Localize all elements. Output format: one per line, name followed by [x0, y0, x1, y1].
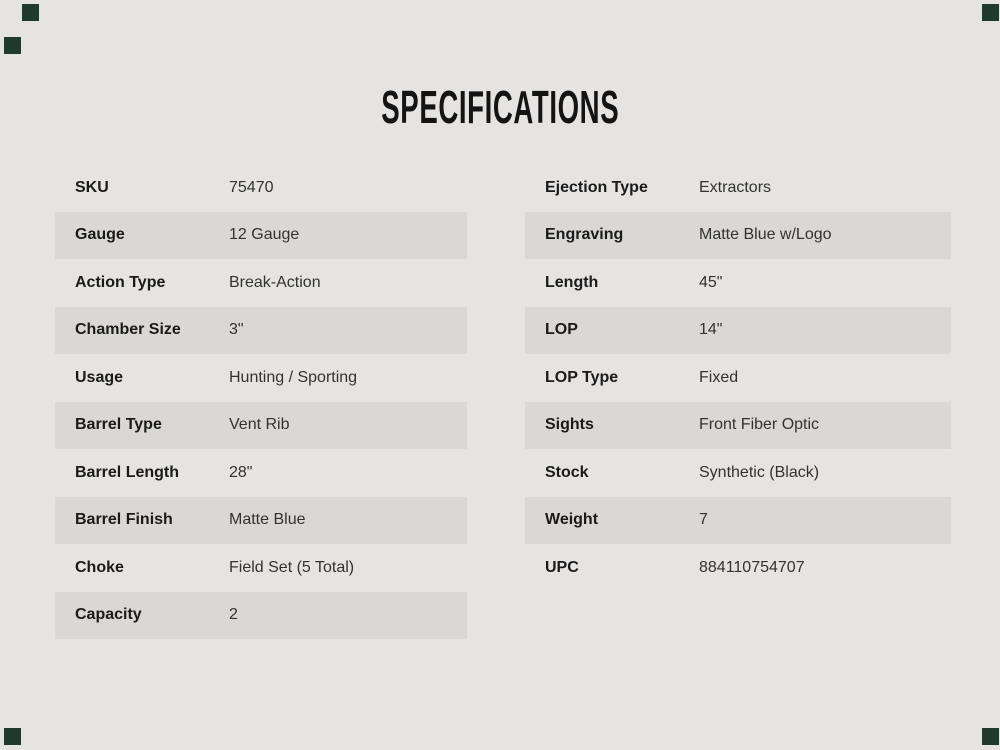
spec-row-action-type — [55, 259, 467, 307]
spec-row-length — [525, 259, 951, 307]
spec-label: Action Type — [75, 273, 166, 291]
spec-label: Choke — [75, 558, 124, 576]
spec-value: Field Set (5 Total) — [229, 558, 355, 576]
spec-value: Synthetic (Black) — [699, 463, 820, 481]
spec-label: Sights — [545, 416, 594, 434]
spec-label: Barrel Type — [75, 416, 162, 434]
corner-marker-top-left-a — [22, 4, 39, 21]
spec-value: 884110754707 — [699, 558, 805, 576]
spec-table-right — [525, 164, 951, 592]
spec-label: Ejection Type — [545, 178, 648, 196]
spec-label: Length — [545, 273, 599, 291]
corner-marker-top-right — [982, 4, 999, 21]
spec-value: Break-Action — [229, 273, 321, 291]
spec-label: Barrel Length — [75, 463, 180, 481]
spec-row-choke — [55, 544, 467, 592]
spec-value: 45" — [699, 273, 723, 291]
spec-row-usage — [55, 354, 467, 402]
spec-label: Gauge — [75, 226, 125, 244]
spec-table-left — [55, 164, 467, 639]
spec-label: LOP Type — [545, 368, 619, 386]
spec-label: Weight — [545, 511, 599, 529]
spec-row-chamber-size — [55, 307, 467, 355]
spec-row-sights — [525, 402, 951, 450]
spec-value: 12 Gauge — [229, 226, 300, 244]
spec-row-upc — [525, 544, 951, 592]
spec-label: UPC — [545, 558, 579, 576]
spec-value: Fixed — [699, 368, 739, 386]
spec-label: Capacity — [75, 606, 142, 624]
corner-marker-bottom-right — [982, 728, 999, 745]
spec-value: Vent Rib — [229, 416, 290, 434]
spec-value: Matte Blue — [229, 511, 306, 529]
spec-value: Front Fiber Optic — [699, 416, 820, 434]
spec-row-sku — [55, 164, 467, 212]
spec-label: Usage — [75, 368, 124, 386]
spec-label: Stock — [545, 463, 589, 481]
spec-label: Barrel Finish — [75, 511, 173, 529]
spec-value: Matte Blue w/Logo — [699, 226, 832, 244]
spec-label: Chamber Size — [75, 321, 181, 339]
spec-value: 14" — [699, 321, 723, 339]
spec-row-lop — [525, 307, 951, 355]
spec-row-weight — [525, 497, 951, 545]
spec-label: Engraving — [545, 226, 624, 244]
spec-value: Extractors — [699, 178, 772, 196]
spec-row-engraving — [525, 212, 951, 260]
corner-marker-bottom-left — [4, 728, 21, 745]
spec-row-barrel-finish — [55, 497, 467, 545]
page-title-text: SPECIFICATIONS — [381, 81, 619, 133]
spec-row-lop-type — [525, 354, 951, 402]
spec-label: SKU — [75, 178, 109, 196]
spec-value: 75470 — [229, 178, 274, 196]
spec-value: 28" — [229, 463, 253, 481]
spec-row-barrel-length — [55, 449, 467, 497]
spec-value: 3" — [229, 321, 244, 339]
spec-label: LOP — [545, 321, 578, 339]
spec-row-stock — [525, 449, 951, 497]
spec-row-capacity — [55, 592, 467, 640]
spec-value: 2 — [229, 606, 238, 624]
spec-row-barrel-type — [55, 402, 467, 450]
spec-value: Hunting / Sporting — [229, 368, 358, 386]
page-title — [0, 81, 1000, 142]
corner-marker-top-left-b — [4, 37, 21, 54]
spec-value: 7 — [699, 511, 708, 529]
spec-row-ejection-type — [525, 164, 951, 212]
spec-row-gauge — [55, 212, 467, 260]
